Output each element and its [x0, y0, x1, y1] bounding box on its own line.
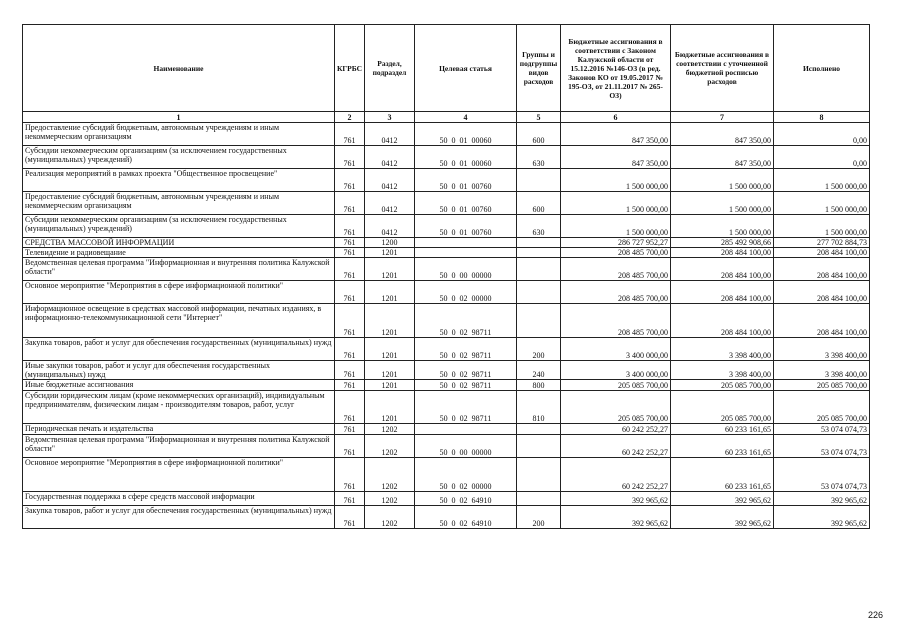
row-group [517, 304, 561, 338]
row-kgrbs: 761 [335, 458, 365, 492]
row-target: 50 0 02 00000 [415, 458, 517, 492]
row-target: 50 0 01 00060 [415, 123, 517, 146]
row-target [415, 248, 517, 258]
row-group [517, 238, 561, 248]
table-row [23, 215, 870, 238]
row-group [517, 424, 561, 435]
row-group [517, 458, 561, 492]
column-number: 7 [671, 112, 774, 123]
row-name: Основное мероприятие "Мероприятия в сфере информационной политики" [23, 458, 335, 492]
row-kgrbs: 761 [335, 391, 365, 424]
row-target: 50 0 01 00760 [415, 215, 517, 238]
row-target: 50 0 00 00000 [415, 435, 517, 458]
row-target: 50 0 02 98711 [415, 338, 517, 361]
row-budget: 60 242 252,27 [561, 435, 671, 458]
row-name: Субсидии юридическим лицам (кроме некоммерческих организаций), индивидуальным предпринимателям, физическим лицам - производителям товаров, работ, услуг [23, 391, 335, 424]
row-refined: 208 484 100,00 [671, 304, 774, 338]
row-name: Предоставление субсидий бюджетным, автономным учреждениям и иным некоммерческим организациям [23, 192, 335, 215]
row-section: 1201 [365, 304, 415, 338]
row-target: 50 0 02 98711 [415, 380, 517, 391]
header-executed: Исполнено [774, 25, 870, 112]
row-group: 630 [517, 215, 561, 238]
row-group: 240 [517, 361, 561, 380]
table-row [23, 304, 870, 338]
table-row [23, 248, 870, 258]
row-name: Телевидение и радиовещание [23, 248, 335, 258]
row-target: 50 0 02 98711 [415, 304, 517, 338]
budget-table [22, 24, 870, 529]
row-budget: 208 485 700,00 [561, 281, 671, 304]
row-name: Закупка товаров, работ и услуг для обеспечения государственных (муниципальных) нужд [23, 506, 335, 529]
row-executed: 1 500 000,00 [774, 169, 870, 192]
row-name: Предоставление субсидий бюджетным, автономным учреждениям и иным некоммерческим организациям [23, 123, 335, 146]
row-kgrbs: 761 [335, 506, 365, 529]
column-number-row [23, 112, 870, 123]
row-executed: 208 484 100,00 [774, 248, 870, 258]
table-row [23, 123, 870, 146]
row-group [517, 492, 561, 506]
row-name: Субсидии некоммерческим организациям (за исключением государственных (муниципальных) учреждений) [23, 146, 335, 169]
row-section: 1202 [365, 506, 415, 529]
row-budget: 286 727 952,27 [561, 238, 671, 248]
row-kgrbs: 761 [335, 215, 365, 238]
table-row [23, 281, 870, 304]
row-refined: 60 233 161,65 [671, 435, 774, 458]
row-executed: 53 074 074,73 [774, 435, 870, 458]
row-executed: 3 398 400,00 [774, 338, 870, 361]
table-header-row [23, 25, 870, 112]
column-number: 5 [517, 112, 561, 123]
row-group [517, 248, 561, 258]
row-budget: 208 485 700,00 [561, 248, 671, 258]
row-name: Основное мероприятие "Мероприятия в сфере информационной политики" [23, 281, 335, 304]
row-refined: 3 398 400,00 [671, 361, 774, 380]
row-kgrbs: 761 [335, 435, 365, 458]
row-kgrbs: 761 [335, 380, 365, 391]
row-group: 810 [517, 391, 561, 424]
header-kgrbs: КГРБС [335, 25, 365, 112]
table-row [23, 492, 870, 506]
row-name: Ведомственная целевая программа "Информационная и внутренняя политика Калужской области" [23, 258, 335, 281]
header-name: Наименование [23, 25, 335, 112]
row-budget: 205 085 700,00 [561, 380, 671, 391]
row-budget: 3 400 000,00 [561, 361, 671, 380]
row-section: 1201 [365, 338, 415, 361]
column-number: 1 [23, 112, 335, 123]
row-group: 600 [517, 123, 561, 146]
row-budget: 1 500 000,00 [561, 192, 671, 215]
row-target: 50 0 02 98711 [415, 391, 517, 424]
row-executed: 0,00 [774, 123, 870, 146]
row-executed: 1 500 000,00 [774, 192, 870, 215]
table-row [23, 338, 870, 361]
row-executed: 392 965,62 [774, 506, 870, 529]
row-name: Реализация мероприятий в рамках проекта "Общественное просвещение" [23, 169, 335, 192]
row-section: 1201 [365, 391, 415, 424]
row-target: 50 0 02 98711 [415, 361, 517, 380]
row-refined: 847 350,00 [671, 123, 774, 146]
row-target: 50 0 00 00000 [415, 258, 517, 281]
column-number: 2 [335, 112, 365, 123]
row-refined: 285 492 908,66 [671, 238, 774, 248]
row-refined: 1 500 000,00 [671, 215, 774, 238]
header-budget: Бюджетные ассигнования в соответствии с Законом Калужской области от 15.12.2016 №146-ОЗ (в ред. Законов КО от 19.05.2017 № 195-ОЗ, от 21.11.2017 № 265-ОЗ) [561, 25, 671, 112]
table-body [23, 123, 870, 529]
row-name: Периодическая печать и издательства [23, 424, 335, 435]
row-kgrbs: 761 [335, 492, 365, 506]
row-group: 200 [517, 338, 561, 361]
row-name: Иные бюджетные ассигнования [23, 380, 335, 391]
row-refined: 208 484 100,00 [671, 248, 774, 258]
table-row [23, 192, 870, 215]
row-refined: 847 350,00 [671, 146, 774, 169]
row-budget: 1 500 000,00 [561, 215, 671, 238]
row-group: 630 [517, 146, 561, 169]
row-refined: 392 965,62 [671, 492, 774, 506]
row-section: 0412 [365, 169, 415, 192]
row-kgrbs: 761 [335, 192, 365, 215]
row-section: 1200 [365, 238, 415, 248]
row-section: 0412 [365, 123, 415, 146]
row-section: 0412 [365, 215, 415, 238]
row-section: 1201 [365, 248, 415, 258]
row-kgrbs: 761 [335, 258, 365, 281]
row-kgrbs: 761 [335, 169, 365, 192]
row-refined: 60 233 161,65 [671, 424, 774, 435]
row-kgrbs: 761 [335, 123, 365, 146]
row-target [415, 424, 517, 435]
row-budget: 392 965,62 [561, 492, 671, 506]
row-kgrbs: 761 [335, 361, 365, 380]
row-kgrbs: 761 [335, 281, 365, 304]
row-budget: 1 500 000,00 [561, 169, 671, 192]
row-group [517, 258, 561, 281]
row-target: 50 0 02 64910 [415, 506, 517, 529]
row-section: 1201 [365, 361, 415, 380]
row-name: Информационное освещение в средствах массовой информации, печатных изданиях, в информационно-телекоммуникационной сети "Интернет" [23, 304, 335, 338]
row-executed: 3 398 400,00 [774, 361, 870, 380]
row-budget: 847 350,00 [561, 123, 671, 146]
table-row [23, 424, 870, 435]
row-budget: 847 350,00 [561, 146, 671, 169]
row-group [517, 169, 561, 192]
row-section: 1201 [365, 380, 415, 391]
row-target: 50 0 01 00060 [415, 146, 517, 169]
row-kgrbs: 761 [335, 338, 365, 361]
row-kgrbs: 761 [335, 248, 365, 258]
row-group: 200 [517, 506, 561, 529]
row-section: 1202 [365, 458, 415, 492]
table-row [23, 506, 870, 529]
header-target: Целевая статья [415, 25, 517, 112]
row-refined: 60 233 161,65 [671, 458, 774, 492]
row-kgrbs: 761 [335, 424, 365, 435]
table-row [23, 391, 870, 424]
row-refined: 1 500 000,00 [671, 169, 774, 192]
row-budget: 392 965,62 [561, 506, 671, 529]
row-section: 1202 [365, 424, 415, 435]
row-executed: 53 074 074,73 [774, 424, 870, 435]
row-section: 0412 [365, 146, 415, 169]
row-budget: 208 485 700,00 [561, 304, 671, 338]
row-executed: 277 702 884,73 [774, 238, 870, 248]
row-budget: 60 242 252,27 [561, 424, 671, 435]
table-row [23, 238, 870, 248]
table-row [23, 258, 870, 281]
row-budget: 3 400 000,00 [561, 338, 671, 361]
table-row [23, 361, 870, 380]
row-refined: 205 085 700,00 [671, 391, 774, 424]
column-number: 8 [774, 112, 870, 123]
table-row [23, 435, 870, 458]
row-section: 1201 [365, 258, 415, 281]
header-group: Группы и подгруппы видов расходов [517, 25, 561, 112]
column-number: 6 [561, 112, 671, 123]
row-target: 50 0 01 00760 [415, 192, 517, 215]
row-executed: 0,00 [774, 146, 870, 169]
row-kgrbs: 761 [335, 238, 365, 248]
page-number: 226 [867, 610, 883, 620]
row-name: Иные закупки товаров, работ и услуг для обеспечения государственных (муниципальных) нужд [23, 361, 335, 380]
row-refined: 392 965,62 [671, 506, 774, 529]
row-executed: 208 484 100,00 [774, 304, 870, 338]
row-executed: 208 484 100,00 [774, 258, 870, 281]
row-refined: 208 484 100,00 [671, 281, 774, 304]
row-budget: 208 485 700,00 [561, 258, 671, 281]
row-refined: 208 484 100,00 [671, 258, 774, 281]
row-name: СРЕДСТВА МАССОВОЙ ИНФОРМАЦИИ [23, 238, 335, 248]
row-group: 600 [517, 192, 561, 215]
row-refined: 3 398 400,00 [671, 338, 774, 361]
row-name: Закупка товаров, работ и услуг для обеспечения государственных (муниципальных) нужд [23, 338, 335, 361]
table-row [23, 458, 870, 492]
row-executed: 205 085 700,00 [774, 380, 870, 391]
row-name: Государственная поддержка в сфере средств массовой информации [23, 492, 335, 506]
row-name: Ведомственная целевая программа "Информационная и внутренняя политика Калужской области" [23, 435, 335, 458]
row-refined: 1 500 000,00 [671, 192, 774, 215]
column-number: 3 [365, 112, 415, 123]
row-budget: 60 242 252,27 [561, 458, 671, 492]
row-target [415, 238, 517, 248]
table-row [23, 380, 870, 391]
row-executed: 208 484 100,00 [774, 281, 870, 304]
row-group [517, 435, 561, 458]
header-refined: Бюджетные ассигнования в соответствии с уточненной бюджетной росписью расходов [671, 25, 774, 112]
row-target: 50 0 02 00000 [415, 281, 517, 304]
row-group [517, 281, 561, 304]
row-budget: 205 085 700,00 [561, 391, 671, 424]
table-row [23, 169, 870, 192]
row-section: 1202 [365, 492, 415, 506]
header-section: Раздел, подраздел [365, 25, 415, 112]
row-executed: 392 965,62 [774, 492, 870, 506]
column-number: 4 [415, 112, 517, 123]
row-executed: 53 074 074,73 [774, 458, 870, 492]
row-refined: 205 085 700,00 [671, 380, 774, 391]
row-name: Субсидии некоммерческим организациям (за исключением государственных (муниципальных) учреждений) [23, 215, 335, 238]
row-kgrbs: 761 [335, 146, 365, 169]
row-target: 50 0 01 00760 [415, 169, 517, 192]
row-group: 800 [517, 380, 561, 391]
row-section: 1202 [365, 435, 415, 458]
row-section: 0412 [365, 192, 415, 215]
row-target: 50 0 02 64910 [415, 492, 517, 506]
row-executed: 1 500 000,00 [774, 215, 870, 238]
row-kgrbs: 761 [335, 304, 365, 338]
row-section: 1201 [365, 281, 415, 304]
row-executed: 205 085 700,00 [774, 391, 870, 424]
budget-report-sheet [22, 24, 869, 529]
table-row [23, 146, 870, 169]
